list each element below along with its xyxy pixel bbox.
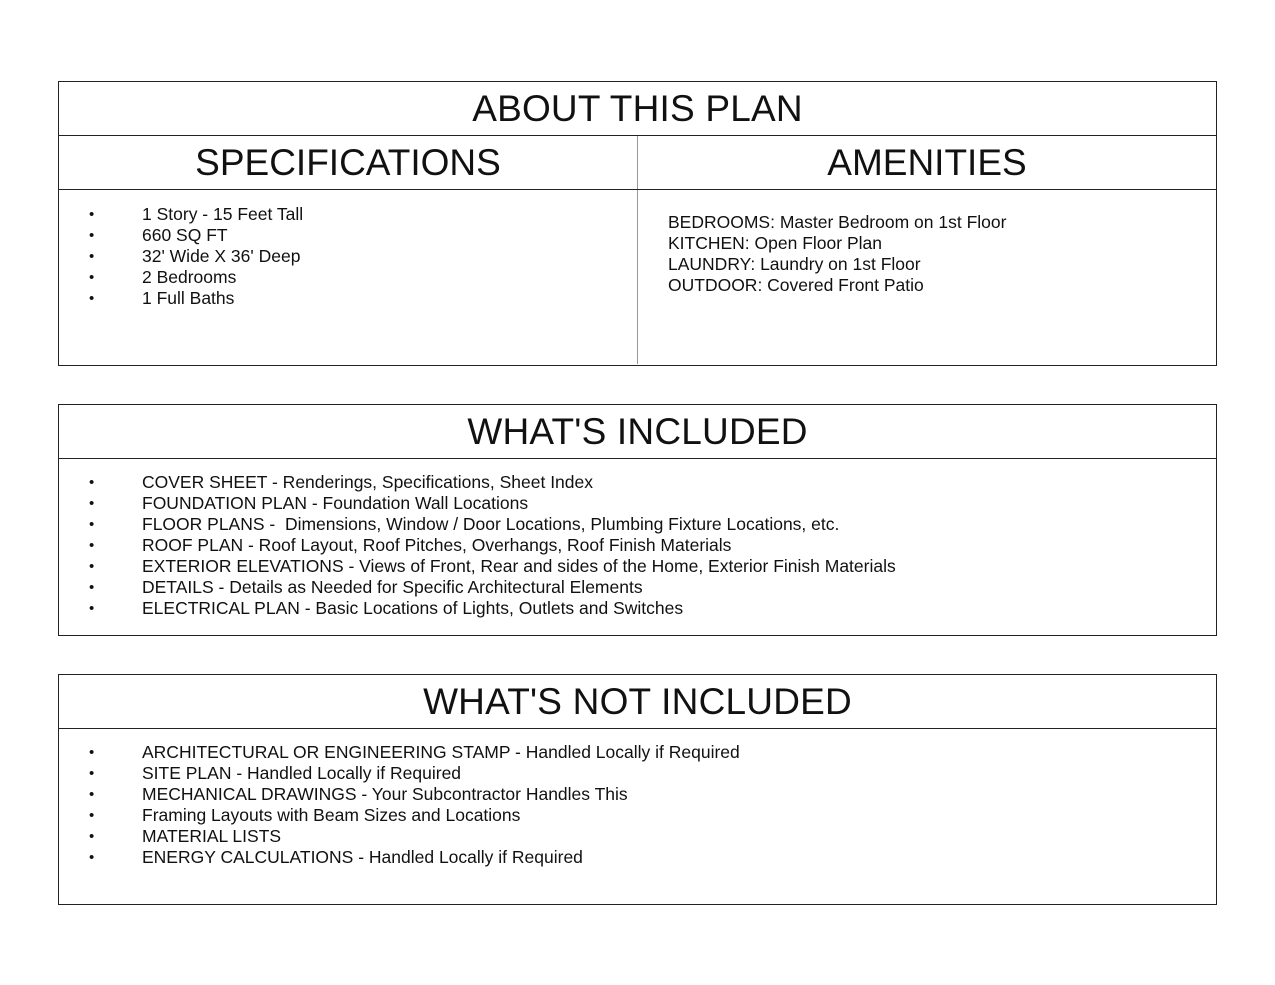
not-included-item: • SITE PLAN - Handled Locally if Required xyxy=(89,763,462,783)
included-item: • DETAILS - Details as Needed for Specific Architectural Elements xyxy=(89,577,643,597)
included-item: • ROOF PLAN - Roof Layout, Roof Pitches, Overhangs, Roof Finish Materials xyxy=(89,535,732,555)
not-included-item: • MATERIAL LISTS xyxy=(89,826,282,846)
not-included-item: • ENERGY CALCULATIONS - Handled Locally if Required xyxy=(89,847,583,867)
bullet-icon: • xyxy=(89,765,95,782)
amenities-list xyxy=(668,212,1216,296)
specifications-list xyxy=(59,204,637,309)
included-item: • FOUNDATION PLAN - Foundation Wall Locations xyxy=(89,493,529,513)
bullet-icon: • xyxy=(89,558,95,575)
amenity-item: KITCHEN: Open Floor Plan xyxy=(668,233,882,253)
not-included-body xyxy=(59,729,1216,868)
included-item: • ELECTRICAL PLAN - Basic Locations of Lights, Outlets and Switches xyxy=(89,598,684,618)
specification-item: • 660 SQ FT xyxy=(89,225,228,245)
amenities-heading: AMENITIES xyxy=(827,142,1027,183)
bullet-icon: • xyxy=(89,786,95,803)
amenity-item: BEDROOMS: Master Bedroom on 1st Floor xyxy=(668,212,1007,232)
specification-item: • 2 Bedrooms xyxy=(89,267,237,287)
bullet-icon: • xyxy=(89,227,95,244)
whats-not-included-section xyxy=(58,674,1217,905)
bullet-icon: • xyxy=(89,474,95,491)
about-this-plan-section xyxy=(58,81,1217,366)
amenity-item: LAUNDRY: Laundry on 1st Floor xyxy=(668,254,921,274)
bullet-icon: • xyxy=(89,600,95,617)
bullet-icon: • xyxy=(89,269,95,286)
bullet-icon: • xyxy=(89,828,95,845)
not-included-item: • MECHANICAL DRAWINGS - Your Subcontractor Handles This xyxy=(89,784,628,804)
included-list xyxy=(59,472,1216,619)
not-included-item: • Framing Layouts with Beam Sizes and Locations xyxy=(89,805,521,825)
specifications-heading: SPECIFICATIONS xyxy=(59,136,638,189)
included-title: WHAT'S INCLUDED xyxy=(59,405,1216,459)
specification-item: • 1 Story - 15 Feet Tall xyxy=(89,204,304,224)
included-item: • FLOOR PLANS - Dimensions, Window / Door Locations, Plumbing Fixture Locations, etc. xyxy=(89,514,840,534)
bullet-icon: • xyxy=(89,290,95,307)
not-included-item: • ARCHITECTURAL OR ENGINEERING STAMP - Handled Locally if Required xyxy=(89,742,740,762)
not-included-list xyxy=(59,742,1216,868)
amenity-item: OUTDOOR: Covered Front Patio xyxy=(668,275,924,295)
specification-item: • 32' Wide X 36' Deep xyxy=(89,246,301,266)
about-columns xyxy=(59,190,1216,364)
about-title: ABOUT THIS PLAN xyxy=(59,82,1216,136)
bullet-icon: • xyxy=(89,807,95,824)
bullet-icon: • xyxy=(89,849,95,866)
bullet-icon: • xyxy=(89,495,95,512)
specification-item: • 1 Full Baths xyxy=(89,288,235,308)
bullet-icon: • xyxy=(89,579,95,596)
bullet-icon: • xyxy=(89,248,95,265)
bullet-icon: • xyxy=(89,744,95,761)
bullet-icon: • xyxy=(89,206,95,223)
about-column-headers xyxy=(59,136,1216,190)
bullet-icon: • xyxy=(89,537,95,554)
included-item: • COVER SHEET - Renderings, Specifications, Sheet Index xyxy=(89,472,594,492)
not-included-title: WHAT'S NOT INCLUDED xyxy=(59,675,1216,729)
bullet-icon: • xyxy=(89,516,95,533)
amenities-column xyxy=(638,190,1216,364)
whats-included-section xyxy=(58,404,1217,636)
included-body xyxy=(59,459,1216,619)
included-item: • EXTERIOR ELEVATIONS - Views of Front, Rear and sides of the Home, Exterior Finish Materials xyxy=(89,556,896,576)
specifications-column xyxy=(59,190,638,364)
